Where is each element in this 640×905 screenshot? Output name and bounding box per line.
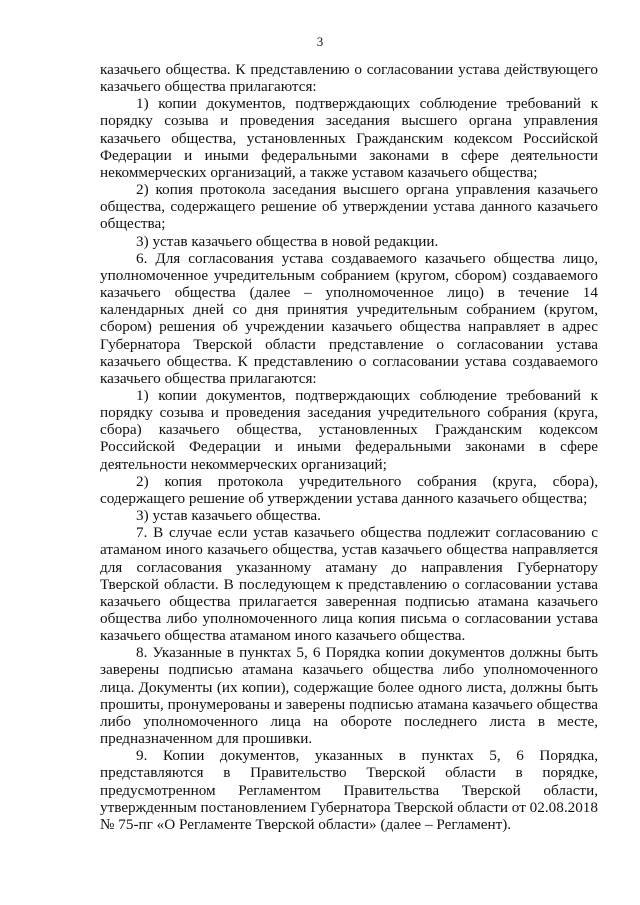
paragraph-clause-6: 6. Для согласования устава создаваемого казачьего общества лицо, уполномоченное учредительным собранием (кругом, сбором) создаваемого казачьего общества (далее – уполномоченное лицо) в течение 14 календарных дней со дня принятия учредительным собранием (кругом, сбором) решения об учреждении казачьего общества направляет в адрес Губернатора Тверской области представление о согласовании устава казачьего общества. К представлению о согласовании устава создаваемого казачьего общества прилагаются: (100, 249, 598, 387)
paragraph-clause-9: 9. Копии документов, указанных в пунктах 5, 6 Порядка, представляются в Правительство Тверской области в порядке, предусмотренном Регламентом Правительства Тверской области, утвержденным постановлением Губернатора Тверской области от 02.08.2018 № 75-пг «О Регламенте Тверской области» (далее – Регламент). (100, 747, 598, 833)
paragraph-clause-7: 7. В случае если устав казачьего общества подлежит согласованию с атаманом иного казачьего общества, устав казачьего общества направляется для согласования указанному атаману до направления Губернатору Тверской области. В последующем к представлению о согласовании устава казачьего общества прилагается заверенная подписью атамана казачьего общества либо уполномоченного лица копия письма о согласовании устава казачьего общества атаманом иного казачьего общества. (100, 524, 598, 645)
paragraph-item-2: 2) копия протокола заседания высшего органа управления казачьего общества, содержащего решение об утверждении устава данного казачьего общества; (100, 181, 598, 233)
paragraph-clause-6-item-2: 2) копия протокола учредительного собрания (круга, сбора), содержащего решение об утверждении устава данного казачьего общества; (100, 472, 598, 507)
document-body (100, 61, 598, 833)
paragraph-clause-6-item-1: 1) копии документов, подтверждающих соблюдение требований к порядку созыва и проведения заседания учредительного собрания (круга, сбора) казачьего общества, установленных Гражданским кодексом Российской Федерации и иными федеральными законами в сфере деятельности некоммерческих организаций; (100, 386, 598, 473)
paragraph-clause-8: 8. Указанные в пунктах 5, 6 Порядка копии документов должны быть заверены подписью атамана казачьего общества либо уполномоченного лица. Документы (их копии), содержащие более одного листа, должны быть прошиты, пронумерованы и заверены подписью атамана казачьего общества либо уполномоченного лица на обороте последнего листа в месте, предназначенном для прошивки. (100, 644, 598, 748)
paragraph-clause-6-item-3: 3) устав казачьего общества. (136, 507, 321, 525)
page-number: 3 (316, 34, 324, 49)
paragraph-continuation: казачьего общества. К представлению о согласовании устава действующего казачьего общества прилагаются: (100, 61, 598, 96)
paragraph-item-3: 3) устав казачьего общества в новой редакции. (136, 232, 439, 250)
paragraph-item-1: 1) копии документов, подтверждающих соблюдение требований к порядку созыва и проведения заседания высшего органа управления казачьего общества, установленных Гражданским кодексом Российской Федерации и иными федеральными законами в сфере деятельности некоммерческих организаций, а также уставом казачьего общества; (100, 95, 598, 181)
